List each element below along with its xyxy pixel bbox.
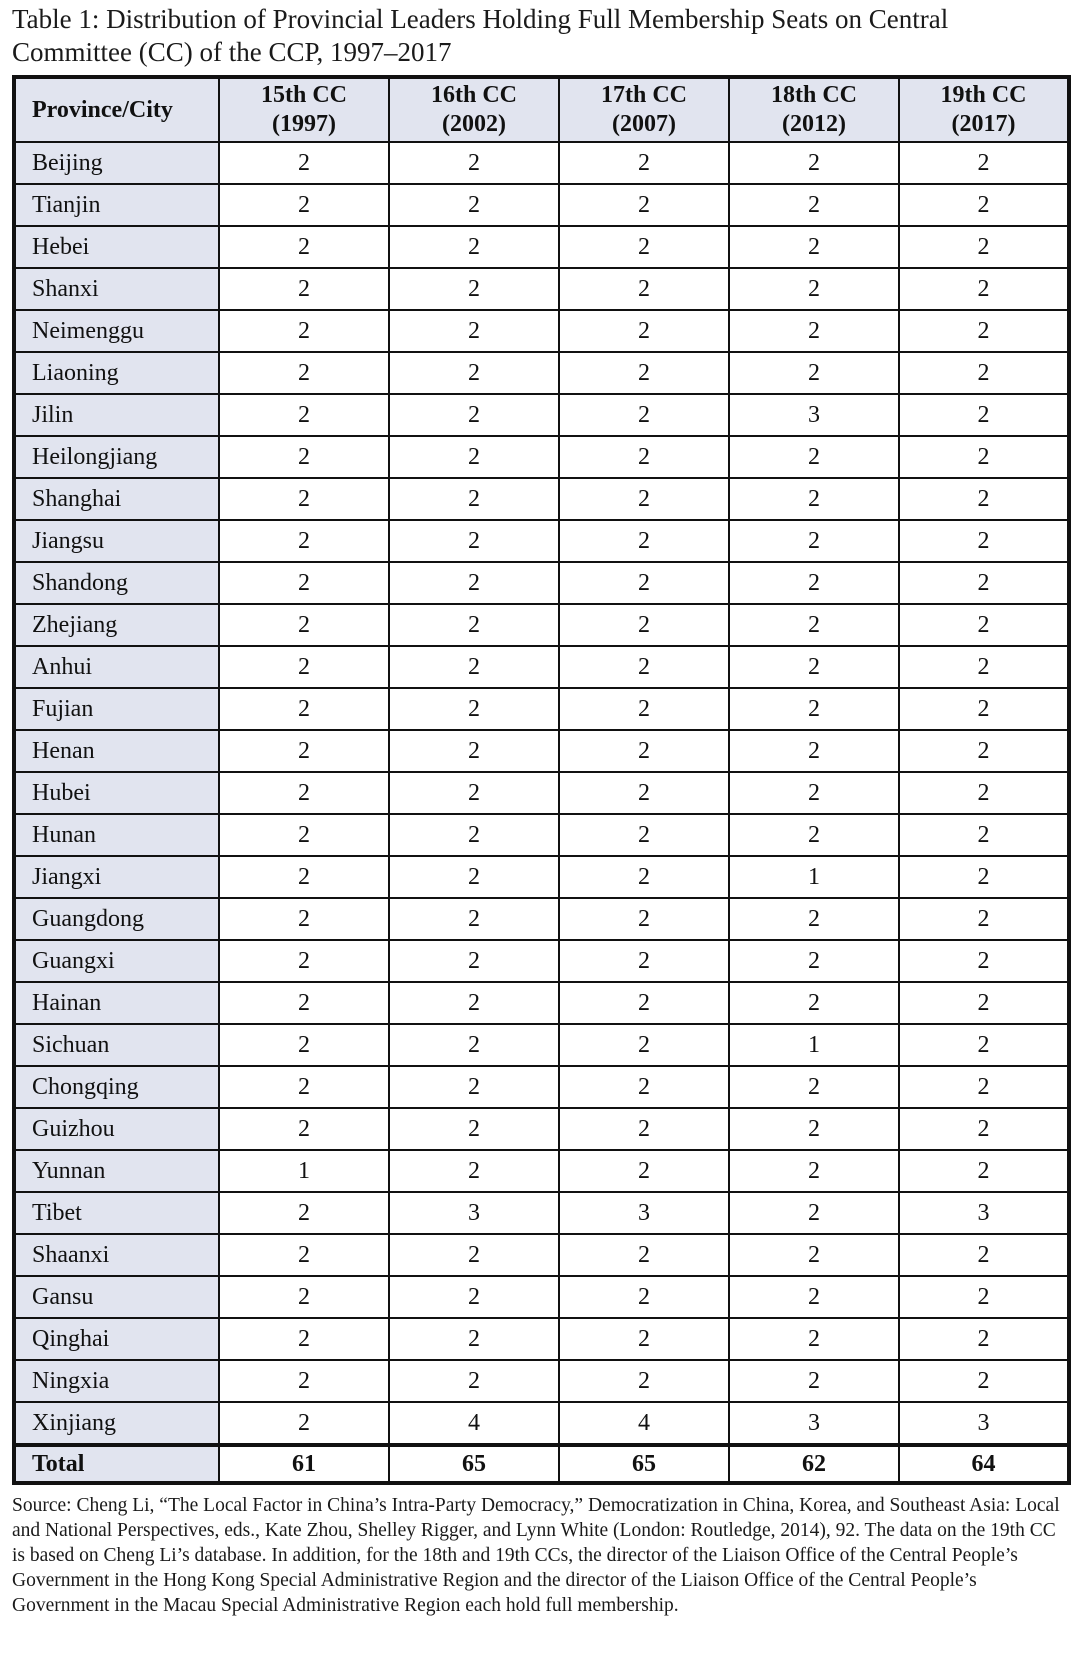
seat-count-cell: 2 <box>559 646 729 688</box>
header-17th-cc <box>559 77 729 142</box>
seat-count-cell: 2 <box>899 1360 1069 1402</box>
province-cell: Shaanxi <box>14 1234 219 1276</box>
seat-count-cell: 2 <box>219 520 389 562</box>
seat-count-cell: 2 <box>729 730 899 772</box>
seat-count-cell: 2 <box>729 268 899 310</box>
seat-count-cell: 2 <box>389 940 559 982</box>
seat-count-cell: 2 <box>899 898 1069 940</box>
seat-count-cell: 2 <box>219 436 389 478</box>
seat-count-cell: 2 <box>729 436 899 478</box>
seat-count-cell: 2 <box>899 772 1069 814</box>
seat-count-cell: 2 <box>559 1234 729 1276</box>
table-row <box>14 520 1069 562</box>
province-cell: Tibet <box>14 1192 219 1234</box>
header-cc-name: 15th CC <box>260 82 347 108</box>
seat-count-cell: 2 <box>559 772 729 814</box>
table-row <box>14 772 1069 814</box>
seat-count-cell: 2 <box>219 982 389 1024</box>
table-row <box>14 1108 1069 1150</box>
province-cell: Beijing <box>14 142 219 184</box>
seat-count-cell: 2 <box>729 982 899 1024</box>
seat-count-cell: 2 <box>899 1150 1069 1192</box>
seat-count-cell: 2 <box>219 1276 389 1318</box>
province-cell: Guizhou <box>14 1108 219 1150</box>
header-18th-cc <box>729 77 899 142</box>
seat-count-cell: 2 <box>729 1234 899 1276</box>
seat-count-cell: 2 <box>559 1150 729 1192</box>
seat-count-cell: 2 <box>899 1318 1069 1360</box>
seat-count-cell: 2 <box>389 688 559 730</box>
seat-count-cell: 2 <box>389 352 559 394</box>
province-cell: Neimenggu <box>14 310 219 352</box>
seat-count-cell: 2 <box>389 478 559 520</box>
seat-count-cell: 2 <box>219 646 389 688</box>
seat-count-cell: 2 <box>559 142 729 184</box>
table-row <box>14 646 1069 688</box>
seat-count-cell: 2 <box>729 562 899 604</box>
seat-count-cell: 2 <box>389 730 559 772</box>
seat-count-cell: 2 <box>899 436 1069 478</box>
seat-count-cell: 2 <box>219 142 389 184</box>
table-header <box>14 77 1069 142</box>
seat-count-cell: 2 <box>559 226 729 268</box>
seat-count-cell: 2 <box>219 814 389 856</box>
seat-count-cell: 2 <box>559 730 729 772</box>
table-row <box>14 1234 1069 1276</box>
province-cell: Zhejiang <box>14 604 219 646</box>
seat-count-cell: 2 <box>729 310 899 352</box>
seat-count-cell: 2 <box>389 772 559 814</box>
header-19th-cc <box>899 77 1069 142</box>
seat-count-cell: 2 <box>899 394 1069 436</box>
seat-count-cell: 2 <box>219 1360 389 1402</box>
table-row <box>14 688 1069 730</box>
seat-count-cell: 2 <box>899 478 1069 520</box>
table-row <box>14 1318 1069 1360</box>
seat-count-cell: 2 <box>559 478 729 520</box>
seat-count-cell: 2 <box>389 310 559 352</box>
seat-count-cell: 2 <box>219 688 389 730</box>
province-cell: Yunnan <box>14 1150 219 1192</box>
province-cell: Shandong <box>14 562 219 604</box>
seat-count-cell: 2 <box>899 982 1069 1024</box>
seat-count-cell: 2 <box>559 184 729 226</box>
seat-count-cell: 2 <box>559 436 729 478</box>
seat-count-cell: 2 <box>219 184 389 226</box>
seat-count-cell: 2 <box>559 814 729 856</box>
seat-count-cell: 2 <box>729 688 899 730</box>
seat-count-cell: 2 <box>389 1234 559 1276</box>
seat-count-cell: 2 <box>899 688 1069 730</box>
seat-count-cell: 2 <box>559 982 729 1024</box>
seat-count-cell: 4 <box>389 1402 559 1445</box>
province-cell: Heilongjiang <box>14 436 219 478</box>
seat-count-cell: 2 <box>219 1066 389 1108</box>
table-row <box>14 1024 1069 1066</box>
seat-count-cell: 2 <box>219 1402 389 1445</box>
seat-count-cell: 2 <box>559 898 729 940</box>
header-16th-cc <box>389 77 559 142</box>
seat-count-cell: 1 <box>219 1150 389 1192</box>
table-row <box>14 394 1069 436</box>
table-row <box>14 982 1069 1024</box>
province-cell: Liaoning <box>14 352 219 394</box>
seat-count-cell: 2 <box>219 268 389 310</box>
seat-count-cell: 2 <box>899 940 1069 982</box>
header-cc-year: (2017) <box>951 111 1016 137</box>
seat-count-cell: 2 <box>559 1360 729 1402</box>
seat-count-cell: 2 <box>729 226 899 268</box>
province-cell: Guangdong <box>14 898 219 940</box>
seat-count-cell: 2 <box>219 1192 389 1234</box>
seat-count-cell: 2 <box>729 1150 899 1192</box>
table-row <box>14 856 1069 898</box>
seat-count-cell: 2 <box>559 1108 729 1150</box>
table-row <box>14 310 1069 352</box>
seat-count-cell: 2 <box>219 1234 389 1276</box>
seat-count-cell: 2 <box>729 1276 899 1318</box>
seat-count-cell: 2 <box>389 1360 559 1402</box>
seat-count-cell: 2 <box>389 1276 559 1318</box>
seat-count-cell: 2 <box>729 1360 899 1402</box>
seat-count-cell: 2 <box>389 1024 559 1066</box>
province-cell: Jiangxi <box>14 856 219 898</box>
seat-count-cell: 2 <box>729 1318 899 1360</box>
seat-count-cell: 2 <box>899 814 1069 856</box>
seat-count-cell: 2 <box>899 562 1069 604</box>
seat-count-cell: 2 <box>389 436 559 478</box>
seat-count-cell: 3 <box>729 394 899 436</box>
header-cc-year: (1997) <box>272 111 336 137</box>
table-row <box>14 142 1069 184</box>
seat-count-cell: 2 <box>389 562 559 604</box>
seat-count-cell: 2 <box>729 142 899 184</box>
header-cc-name: 19th CC <box>940 82 1027 108</box>
seat-count-cell: 2 <box>729 520 899 562</box>
seat-count-cell: 2 <box>899 604 1069 646</box>
province-cell: Qinghai <box>14 1318 219 1360</box>
seat-count-cell: 2 <box>899 1024 1069 1066</box>
seat-count-cell: 2 <box>219 310 389 352</box>
province-cell: Jiangsu <box>14 520 219 562</box>
seat-count-cell: 2 <box>219 772 389 814</box>
total-value-cell: 65 <box>389 1445 559 1483</box>
seat-count-cell: 2 <box>559 310 729 352</box>
seat-count-cell: 2 <box>389 184 559 226</box>
seat-count-cell: 2 <box>899 226 1069 268</box>
seat-count-cell: 2 <box>219 856 389 898</box>
seat-count-cell: 2 <box>389 1318 559 1360</box>
seat-count-cell: 2 <box>559 268 729 310</box>
seat-count-cell: 2 <box>219 394 389 436</box>
seat-count-cell: 2 <box>389 142 559 184</box>
seat-count-cell: 2 <box>389 1108 559 1150</box>
seat-count-cell: 2 <box>729 1066 899 1108</box>
seat-count-cell: 2 <box>899 268 1069 310</box>
total-value-cell: 62 <box>729 1445 899 1483</box>
header-cc-name: 16th CC <box>430 82 517 108</box>
seat-count-cell: 2 <box>729 1108 899 1150</box>
province-cell: Sichuan <box>14 1024 219 1066</box>
total-label: Total <box>14 1445 219 1483</box>
seat-count-cell: 2 <box>389 226 559 268</box>
header-row <box>14 77 1069 142</box>
seat-count-cell: 2 <box>729 646 899 688</box>
table-row <box>14 1066 1069 1108</box>
seat-count-cell: 2 <box>729 604 899 646</box>
table-row <box>14 940 1069 982</box>
table-row <box>14 352 1069 394</box>
seat-count-cell: 2 <box>899 1234 1069 1276</box>
seat-count-cell: 2 <box>219 1024 389 1066</box>
table-row <box>14 184 1069 226</box>
header-cc-year: (2012) <box>782 111 846 137</box>
table-row <box>14 478 1069 520</box>
province-cell: Tianjin <box>14 184 219 226</box>
seat-count-cell: 3 <box>899 1192 1069 1234</box>
seat-count-cell: 2 <box>219 898 389 940</box>
seat-count-cell: 2 <box>389 1066 559 1108</box>
seat-count-cell: 2 <box>729 772 899 814</box>
seat-count-cell: 2 <box>219 562 389 604</box>
province-cell: Hebei <box>14 226 219 268</box>
province-cell: Ningxia <box>14 1360 219 1402</box>
seat-count-cell: 2 <box>899 1108 1069 1150</box>
seat-count-cell: 2 <box>219 352 389 394</box>
seat-count-cell: 2 <box>559 1024 729 1066</box>
seat-count-cell: 2 <box>389 520 559 562</box>
seat-count-cell: 3 <box>559 1192 729 1234</box>
seat-count-cell: 2 <box>899 1066 1069 1108</box>
seat-count-cell: 2 <box>559 352 729 394</box>
seat-count-cell: 2 <box>559 856 729 898</box>
table-row <box>14 898 1069 940</box>
table-row <box>14 268 1069 310</box>
seat-count-cell: 2 <box>559 1318 729 1360</box>
seat-count-cell: 2 <box>389 856 559 898</box>
document-page <box>12 0 1068 1618</box>
province-cell: Hainan <box>14 982 219 1024</box>
table-body <box>14 142 1069 1483</box>
seat-count-cell: 2 <box>899 520 1069 562</box>
seat-count-cell: 2 <box>389 814 559 856</box>
province-cell: Henan <box>14 730 219 772</box>
seat-count-cell: 2 <box>729 940 899 982</box>
table-row <box>14 226 1069 268</box>
province-cell: Hubei <box>14 772 219 814</box>
total-value-cell: 64 <box>899 1445 1069 1483</box>
province-cell: Anhui <box>14 646 219 688</box>
seat-count-cell: 2 <box>559 688 729 730</box>
table-title: Table 1: Distribution of Provincial Leaders Holding Full Membership Seats on Central Committee (CC) of the CCP, 1997–2017 <box>12 4 949 67</box>
seat-count-cell: 2 <box>389 268 559 310</box>
seat-count-cell: 2 <box>899 352 1069 394</box>
province-cell: Fujian <box>14 688 219 730</box>
seat-count-cell: 2 <box>899 646 1069 688</box>
seat-count-cell: 2 <box>559 604 729 646</box>
seat-count-cell: 2 <box>729 814 899 856</box>
province-cell: Shanghai <box>14 478 219 520</box>
total-value-cell: 65 <box>559 1445 729 1483</box>
seat-count-cell: 2 <box>389 394 559 436</box>
seat-count-cell: 2 <box>559 520 729 562</box>
seat-count-cell: 4 <box>559 1402 729 1445</box>
table-row <box>14 1192 1069 1234</box>
seat-count-cell: 2 <box>729 898 899 940</box>
province-cell: Jilin <box>14 394 219 436</box>
table-row <box>14 1402 1069 1445</box>
seat-count-cell: 2 <box>219 940 389 982</box>
header-cc-name: 17th CC <box>600 82 687 108</box>
seat-count-cell: 2 <box>559 1276 729 1318</box>
seat-count-cell: 2 <box>899 1276 1069 1318</box>
province-cell: Gansu <box>14 1276 219 1318</box>
seat-count-cell: 2 <box>899 184 1069 226</box>
table-row <box>14 1150 1069 1192</box>
seat-count-cell: 2 <box>389 1150 559 1192</box>
seat-count-cell: 2 <box>389 604 559 646</box>
seat-count-cell: 2 <box>899 856 1069 898</box>
seat-count-cell: 1 <box>729 856 899 898</box>
seat-count-cell: 2 <box>219 1108 389 1150</box>
province-cell: Xinjiang <box>14 1402 219 1445</box>
seat-count-cell: 2 <box>729 184 899 226</box>
seat-count-cell: 2 <box>389 646 559 688</box>
header-cc-year: (2002) <box>442 111 506 137</box>
seat-count-cell: 2 <box>389 898 559 940</box>
seat-count-cell: 2 <box>389 982 559 1024</box>
seat-count-cell: 2 <box>219 730 389 772</box>
seat-count-cell: 3 <box>729 1402 899 1445</box>
seat-count-cell: 3 <box>389 1192 559 1234</box>
table-row <box>14 436 1069 478</box>
total-row <box>14 1445 1069 1483</box>
seat-count-cell: 2 <box>729 478 899 520</box>
seat-count-cell: 2 <box>729 352 899 394</box>
seat-count-cell: 2 <box>219 478 389 520</box>
total-value-cell: 61 <box>219 1445 389 1483</box>
seat-count-cell: 2 <box>899 730 1069 772</box>
seat-count-cell: 2 <box>219 226 389 268</box>
table-row <box>14 1360 1069 1402</box>
seat-count-cell: 2 <box>559 940 729 982</box>
table-row <box>14 730 1069 772</box>
header-province: Province/City <box>14 77 219 142</box>
seat-count-cell: 2 <box>559 394 729 436</box>
table-row <box>14 1276 1069 1318</box>
seat-count-cell: 2 <box>219 604 389 646</box>
province-cell: Chongqing <box>14 1066 219 1108</box>
distribution-table <box>12 75 1071 1485</box>
header-cc-name: 18th CC <box>770 82 857 108</box>
seat-count-cell: 2 <box>899 310 1069 352</box>
table-row <box>14 814 1069 856</box>
table-row <box>14 562 1069 604</box>
header-15th-cc <box>219 77 389 142</box>
province-cell: Hunan <box>14 814 219 856</box>
seat-count-cell: 2 <box>559 562 729 604</box>
table-row <box>14 604 1069 646</box>
seat-count-cell: 1 <box>729 1024 899 1066</box>
province-cell: Shanxi <box>14 268 219 310</box>
seat-count-cell: 2 <box>729 1192 899 1234</box>
province-cell: Guangxi <box>14 940 219 982</box>
seat-count-cell: 2 <box>559 1066 729 1108</box>
seat-count-cell: 2 <box>219 1318 389 1360</box>
source-note: Source: Cheng Li, “The Local Factor in China’s Intra-Party Democracy,” Democratization in China, Korea, and Southeast Asia: Local and National Perspectives, eds., Kate Zhou, Shelley Rigger, and Lynn White (London: Routledge, 2014), 92. The data on the 19th CC is based on Cheng Li’s database. In addition, for the 18th and 19th CCs, the director of the Liaison Office of the Central People’s Government in the Hong Kong Special Administrative Region and the director of the Liaison Office of the Central People’s Government in the Macau Special Administrative Region each hold full membership. <box>12 1495 1060 1616</box>
seat-count-cell: 2 <box>899 142 1069 184</box>
seat-count-cell: 3 <box>899 1402 1069 1445</box>
header-cc-year: (2007) <box>612 111 676 137</box>
